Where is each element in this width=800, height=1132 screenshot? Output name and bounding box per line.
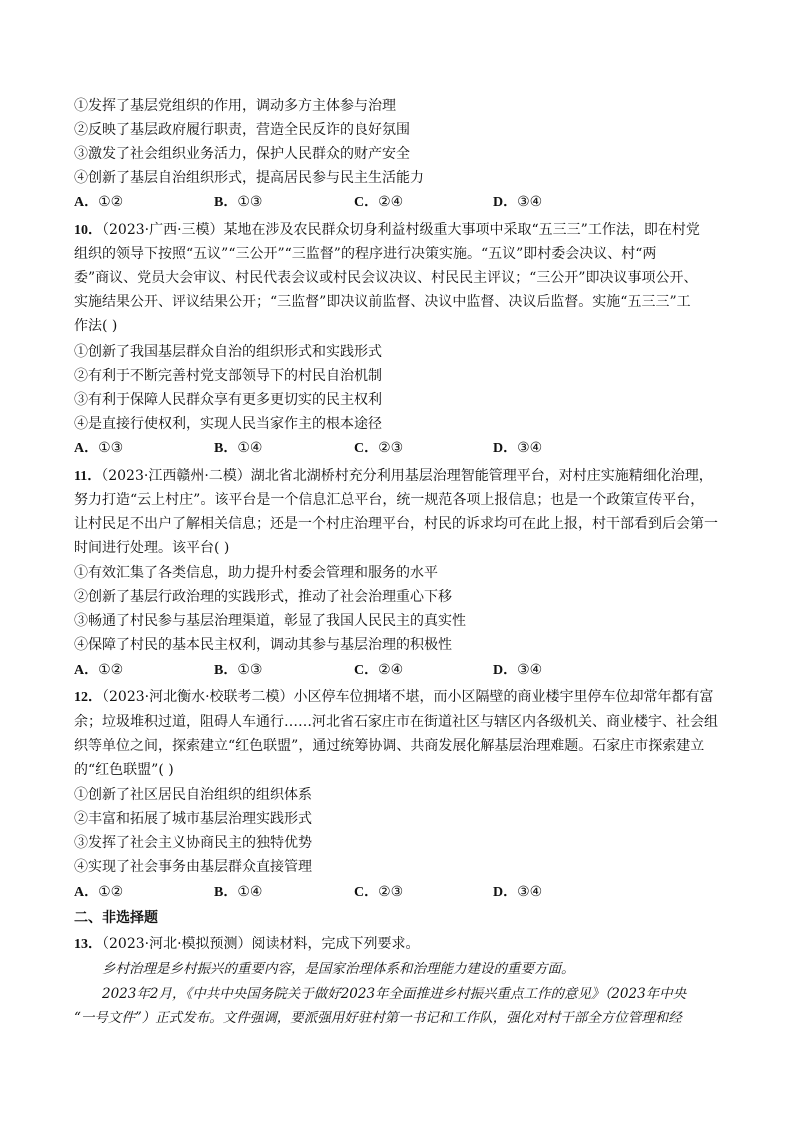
q13-material-paragraph-1: 乡村治理是乡村振兴的重要内容，是国家治理体系和治理能力建设的重要方面。 xyxy=(102,961,575,977)
q12-choice-a[interactable]: A．①② xyxy=(74,884,124,900)
q12-stem-line-4: 的“红色联盟”( ) xyxy=(74,762,174,778)
q11-statement-3: ③畅通了村民参与基层治理渠道，彰显了我国人民民主的真实性 xyxy=(74,613,466,629)
q11-choice-a[interactable]: A．①② xyxy=(74,662,124,678)
q9-choice-d[interactable]: D．③④ xyxy=(493,194,543,210)
q12-statement-2: ②丰富和拓展了城市基层治理实践形式 xyxy=(74,811,312,827)
q10-number: 10． xyxy=(74,223,102,238)
q13-material-paragraph-2: 2023年2月，《中共中央国务院关于做好2023年全面推进乡村振兴重点工作的意见》（2023年中央 xyxy=(102,986,687,1002)
q11-statement-2: ②创新了基层行政治理的实践形式，推动了社会治理重心下移 xyxy=(74,589,452,605)
q10-stem-line-5: 作法( ) xyxy=(74,318,118,334)
q12-choice-c[interactable]: C．②③ xyxy=(354,884,404,900)
q10-stem-line-4: 实施结果公开、评议结果公开；“三监督”即决议前监督、决议中监督、决议后监督。实施“五三三”工 xyxy=(74,294,691,310)
q11-choice-c[interactable]: C．②④ xyxy=(354,662,404,678)
q10-stem-line-2: 组织的领导下按照“五议”“三公开”“三监督”的程序进行决策实施。“五议”即村委会决议、村“两 xyxy=(74,246,657,262)
q12-statement-3: ③发挥了社会主义协商民主的独特优势 xyxy=(74,835,312,851)
q10-choice-c[interactable]: C．②③ xyxy=(354,440,404,456)
q13-number: 13． xyxy=(74,937,102,952)
q11-stem-line-2: 努力打造“云上村庄”。该平台是一个信息汇总平台，统一规范各项上报信息；也是一个政策宣传平台， xyxy=(74,492,705,508)
q12-statement-1: ①创新了社区居民自治组织的组织体系 xyxy=(74,787,312,803)
q12-stem-line-1: 12．（2023·河北衡水·校联考二模）小区停车位拥堵不堪，而小区隔壁的商业楼宇里停车位却常年都有富 xyxy=(74,689,714,705)
q11-number: 11． xyxy=(74,469,102,484)
q12-choice-d[interactable]: D．③④ xyxy=(493,884,543,900)
q12-statement-4: ④实现了社会事务由基层群众直接管理 xyxy=(74,859,312,875)
q10-statement-3: ③有利于保障人民群众享有更多更切实的民主权利 xyxy=(74,392,382,408)
q12-stem-line-2: 余；垃圾堆积过道，阻碍人车通行……河北省石家庄市在街道社区与辖区内各级机关、商业楼宇、社会组 xyxy=(74,714,718,730)
q10-choice-a[interactable]: A．①③ xyxy=(74,440,124,456)
q11-stem-line-3: 让村民足不出户了解相关信息；还是一个村庄治理平台，村民的诉求均可在此上报，村干部看到后会第一 xyxy=(74,516,718,532)
q10-statement-1: ①创新了我国基层群众自治的组织形式和实践形式 xyxy=(74,344,382,360)
q10-statement-4: ④是直接行使权利，实现人民当家作主的根本途径 xyxy=(74,416,382,432)
q10-choice-b[interactable]: B．①④ xyxy=(214,440,263,456)
q11-statement-4: ④保障了村民的基本民主权利，调动其参与基层治理的积极性 xyxy=(74,637,452,653)
q11-statement-1: ①有效汇集了各类信息，助力提升村委会管理和服务的水平 xyxy=(74,565,438,581)
q10-stem-line-3: 委”商议、党员大会审议、村民代表会议或村民会议决议、村民民主评议；“三公开”即决议事项公开、 xyxy=(74,270,698,286)
q10-choice-d[interactable]: D．③④ xyxy=(493,440,543,456)
q10-statement-2: ②有利于不断完善村党支部领导下的村民自治机制 xyxy=(74,368,382,384)
q9-statement-1: ①发挥了基层党组织的作用，调动多方主体参与治理 xyxy=(74,98,396,114)
q9-statement-2: ②反映了基层政府履行职责，营造全民反诈的良好氛围 xyxy=(74,122,410,138)
q10-stem-line-1: 10．（2023·广西·三模）某地在涉及农民群众切身利益村级重大事项中采取“五三三”工作法，即在村党 xyxy=(74,222,700,238)
q11-stem-line-1: 11．（2023·江西赣州·二模）湖北省北湖桥村充分利用基层治理智能管理平台，对村庄实施精细化治理， xyxy=(74,468,713,484)
q9-choice-a[interactable]: A．①② xyxy=(74,194,124,210)
q9-choice-b[interactable]: B．①③ xyxy=(214,194,263,210)
q9-statement-4: ④创新了基层自治组织形式，提高居民参与民主生活能力 xyxy=(74,170,424,186)
q12-choice-b[interactable]: B．①④ xyxy=(214,884,263,900)
q13-stem-line-1: 13．（2023·河北·模拟预测）阅读材料，完成下列要求。 xyxy=(74,936,420,952)
section-heading: 二、非选择题 xyxy=(74,910,158,926)
q9-statement-3: ③激发了社会组织业务活力，保护人民群众的财产安全 xyxy=(74,146,410,162)
q11-choice-d[interactable]: D．③④ xyxy=(493,662,543,678)
q12-number: 12． xyxy=(74,690,102,705)
q9-choice-c[interactable]: C．②④ xyxy=(354,194,404,210)
q11-stem-line-4: 时间进行处理。该平台( ) xyxy=(74,540,230,556)
q11-choice-b[interactable]: B．①③ xyxy=(214,662,263,678)
q13-material-line-3: “一号文件”）正式发布。文件强调，要派强用好驻村第一书记和工作队，强化对村干部全方位管理和经 xyxy=(74,1010,682,1026)
q12-stem-line-3: 织等单位之间，探索建立“红色联盟”，通过统筹协调、共商发展化解基层治理难题。石家庄市探索建立 xyxy=(74,738,705,754)
